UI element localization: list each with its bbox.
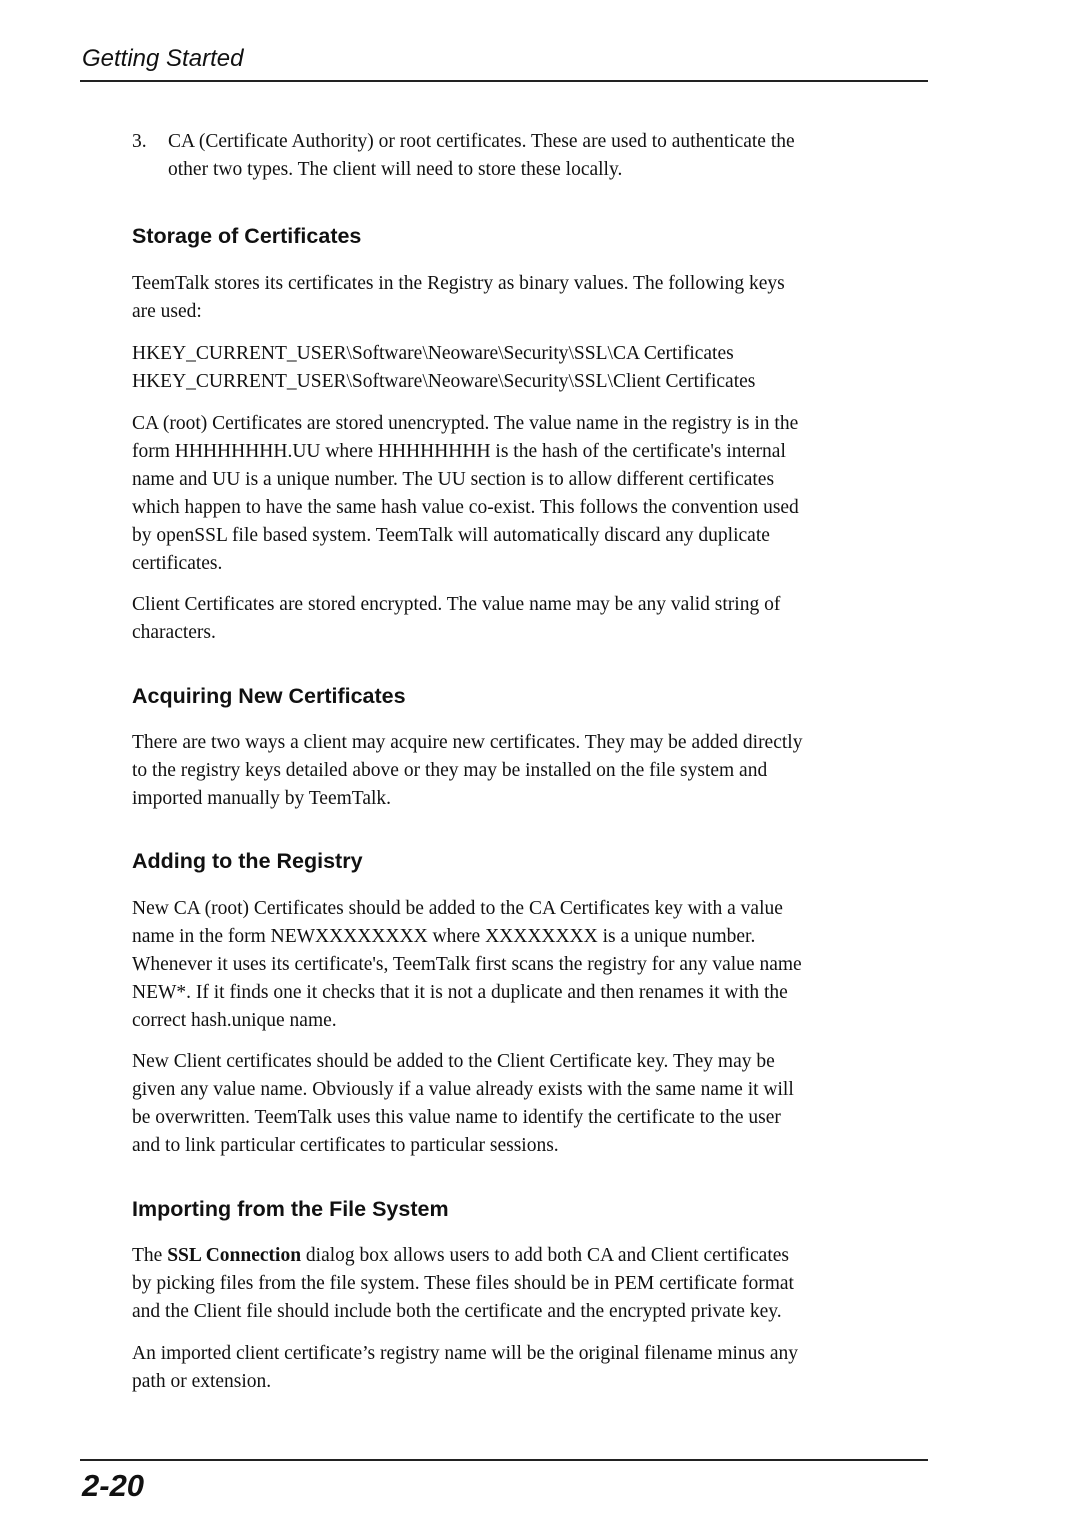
text-line: characters.	[132, 622, 216, 643]
text-line: other two types. The client will need to store these locally.	[168, 159, 623, 180]
text-line: and to link particular certificates to particular sessions.	[132, 1135, 559, 1156]
paragraph	[132, 270, 922, 326]
text-line: form HHHHHHHH.UU where HHHHHHHH is the hash of the certificate's internal	[132, 441, 786, 462]
paragraph	[132, 1048, 922, 1160]
text-line: Whenever it uses its certificate's, TeemTalk first scans the registry for any value name	[132, 954, 802, 975]
section-heading: Acquiring New Certificates	[132, 684, 406, 708]
text-line: Client Certificates are stored encrypted. The value name may be any valid string of	[132, 594, 781, 615]
list-item-3	[132, 128, 922, 184]
running-header: Getting Started	[82, 45, 244, 72]
text-line: and the Client file should include both the certificate and the encrypted private key.	[132, 1301, 782, 1322]
paragraph	[132, 1340, 922, 1396]
paragraph	[132, 410, 922, 578]
text-line: name in the form NEWXXXXXXXX where XXXXXXXX is a unique number.	[132, 926, 756, 947]
text-line: path or extension.	[132, 1371, 272, 1392]
paragraph	[132, 895, 922, 1035]
text-line: New CA (root) Certificates should be added to the CA Certificates key with a value	[132, 898, 783, 919]
paragraph	[132, 1242, 922, 1326]
text-line: There are two ways a client may acquire new certificates. They may be added directly	[132, 732, 803, 753]
page-number: 2-20	[82, 1468, 145, 1503]
text-line: be overwritten. TeemTalk uses this value name to identify the certificate to the user	[132, 1107, 781, 1128]
text-line: by picking files from the file system. These files should be in PEM certificate format	[132, 1273, 794, 1294]
text-line: HKEY_CURRENT_USER\Software\Neoware\Security\SSL\CA Certificates	[132, 343, 734, 364]
text-line: NEW*. If it finds one it checks that it is not a duplicate and then renames it with the	[132, 982, 788, 1003]
text-line: which happen to have the same hash value co-exist. This follows the convention used	[132, 497, 799, 518]
list-number: 3.	[132, 131, 147, 152]
header-rule	[80, 80, 928, 82]
footer-rule	[80, 1459, 928, 1461]
section-heading: Importing from the File System	[132, 1197, 449, 1221]
text-line: CA (Certificate Authority) or root certificates. These are used to authenticate the	[168, 131, 795, 152]
section-heading: Adding to the Registry	[132, 849, 363, 873]
text-line: HKEY_CURRENT_USER\Software\Neoware\Security\SSL\Client Certificates	[132, 371, 756, 392]
text-line: given any value name. Obviously if a value already exists with the same name it will	[132, 1079, 794, 1100]
text-line: imported manually by TeemTalk.	[132, 788, 392, 809]
text-line: to the registry keys detailed above or they may be installed on the file system and	[132, 760, 768, 781]
text-line: correct hash.unique name.	[132, 1010, 337, 1031]
text-line: by openSSL file based system. TeemTalk will automatically discard any duplicate	[132, 525, 770, 546]
text-line: TeemTalk stores its certificates in the Registry as binary values. The following keys	[132, 273, 785, 294]
paragraph	[132, 340, 922, 396]
text-line: New Client certificates should be added to the Client Certificate key. They may be	[132, 1051, 775, 1072]
paragraph	[132, 729, 922, 813]
text-line: are used:	[132, 301, 202, 322]
text-line: An imported client certificate’s registry name will be the original filename minus any	[132, 1343, 799, 1364]
text-line: certificates.	[132, 553, 223, 574]
text-line: name and UU is a unique number. The UU section is to allow different certificates	[132, 469, 775, 490]
text-line: The SSL Connection dialog box allows users to add both CA and Client certificates	[132, 1245, 789, 1266]
text-line: CA (root) Certificates are stored unencrypted. The value name in the registry is in the	[132, 413, 799, 434]
paragraph	[132, 591, 922, 647]
section-heading: Storage of Certificates	[132, 224, 362, 248]
list-item-text	[168, 128, 922, 184]
